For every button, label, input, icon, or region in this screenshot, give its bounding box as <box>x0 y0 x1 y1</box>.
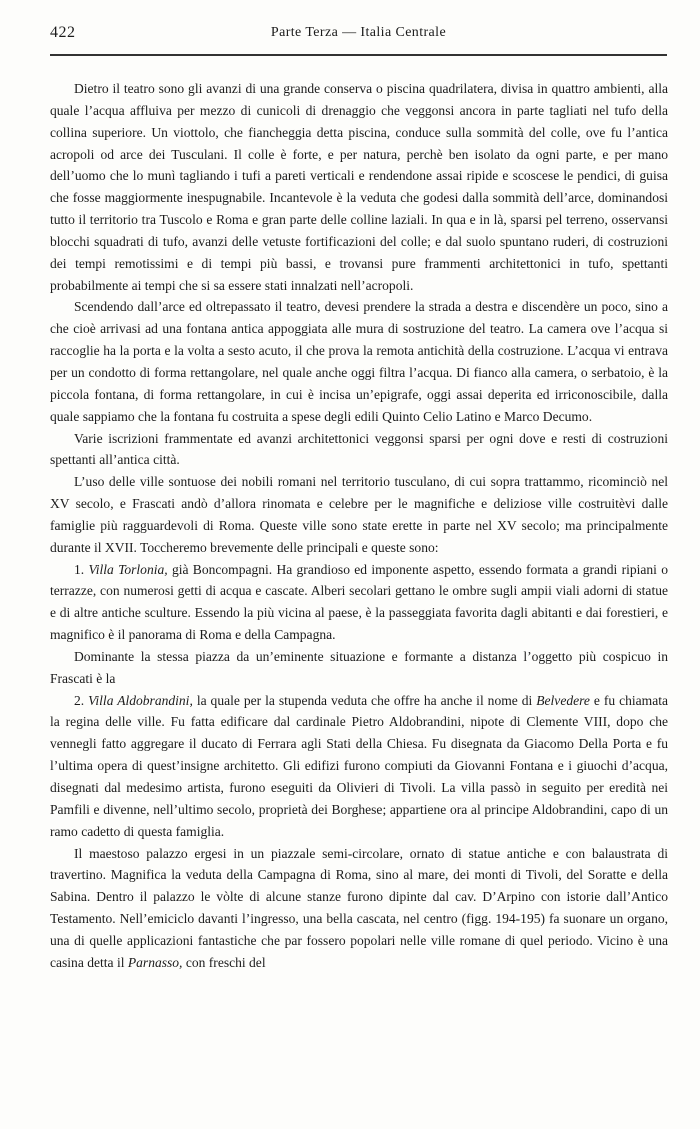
paragraph-text: Varie iscrizioni frammentate ed avanzi architettonici veggonsi sparsi per ogni dove e resti di costruzioni spettanti all’antica città. <box>50 430 668 468</box>
villa-name: Villa Aldobrandini, <box>88 692 193 708</box>
paragraph-piscina <box>50 78 668 296</box>
item-number: 1. <box>74 561 85 577</box>
paragraph-ville <box>50 471 668 558</box>
paragraph-fontana <box>50 296 668 427</box>
villa-name: Villa Torlonia, <box>88 561 168 577</box>
running-head: Parte Terza — Italia Centrale <box>270 25 447 40</box>
paragraph-dominante <box>50 646 668 690</box>
paragraph-palazzo <box>50 843 668 974</box>
item-number: 2. <box>74 692 85 708</box>
paragraph-text: L’uso delle ville sontuose dei nobili romani nel territorio tusculano, di cui sopra trattammo, ricominciò nel XV secolo, e Frascati andò d’allora rinomata e celebre per le magnifiche e deliziose ville costruitèvi dalle famiglie più ragguardevoli di Roma. Queste ville sono state erette in parte nel XV secolo; ma principalmente durante il XVII. Toccheremo brevemente delle principali e queste sono: <box>50 474 668 555</box>
page-header <box>50 24 667 46</box>
paragraph-text: con freschi del <box>185 954 266 970</box>
place-name: Parnasso, <box>127 954 183 970</box>
paragraph-text: Il maestoso palazzo ergesi in un piazzale semi-circolare, ornato di statue antiche e con balaustrata di travertino. Magnifica la veduta della Campagna di Roma, sino al mare, dei monti di Tivoli, del Soratte e della Sabina. Dentro il palazzo le vòlte di alcune stanze furono dipinte dal cav. D’Arpino con istorie dall’Antico Testamento. Nell’emiciclo davanti l’ingresso, una bella cascata, nel centro (figg. 194-195) fa suonare un organo, una di quelle applicazioni fantastiche che par fossero popolari nelle ville romane di quel periodo. Vicino è una casina detta il <box>50 845 668 970</box>
header-rule <box>50 54 667 56</box>
page-number: 422 <box>50 24 76 41</box>
paragraph-villa-torlonia <box>50 559 668 646</box>
paragraph-villa-aldobrandini <box>50 690 668 843</box>
paragraph-text: Dietro il teatro sono gli avanzi di una grande conserva o piscina quadrilatera, divisa in quattro ambienti, alla quale l’acqua affluiva per mezzo di cunicoli di drenaggio che veggonsi ancora in parte tagliati nel tufo della collina superiore. Un viottolo, che fiancheggia detta piscina, conduce sulla sommità del colle, ove fu l’antica acropoli od arce dei Tusculani. Il colle è forte, e per natura, perchè ben isolato da ogni parte, e per mano dell’uomo che lo munì tagliando i tufi a pareti verticali e rendendone assai ripide e scoscese le pendici, di guisa che fosse maggiormente inespugnabile. Incantevole è la veduta che godesi dalla sommità dell’arce, dominandosi tutto il territorio tra Tuscolo e Roma e gran parte delle colline laziali. In qua e in là, sparsi pel terreno, osservansi blocchi squadrati di tufo, avanzi delle vetuste fortificazioni del colle; e dal suolo spuntano ruderi, di costruzioni dei tempi remotissimi e di tempi più bassi, e trovansi pure frammenti architettonici in tufo, spettanti probabilmente ai tempi che si sa essere stati innalzati nell’acropoli. <box>50 81 668 293</box>
paragraph-iscrizioni <box>50 428 668 472</box>
villa-alt-name: Belvedere <box>536 692 590 708</box>
paragraph-text: la quale per la stupenda veduta che offre ha anche il nome di <box>196 692 533 708</box>
paragraph-text: Dominante la stessa piazza da un’eminente situazione e formante a distanza l’oggetto più cospicuo in Frascati è la <box>50 648 668 686</box>
body-text <box>50 78 668 974</box>
paragraph-text: Scendendo dall’arce ed oltrepassato il teatro, devesi prendere la strada a destra e discendère un poco, sino a che cioè arrivasi ad una fontana antica appoggiata alle mura di sostruzione del teatro. La camera ove l’acqua si raccoglie ha la porta e la volta a sesto acuto, il che prova la remota antichità della costruzione. L’acqua vi entrava per un condotto di forma rettangolare, nel quale anche oggi filtra l’acqua. Di fianco alla camera, o serbatoio, è la piccola fontana, di forma rettangolare, in cui è incisa un’epigrafe, oggi assai deperita ed irriconoscibile, dalla quale sappiamo che la fontana fu costruita a spese degli edili Quinto Celio Latino e Marco Decumo. <box>50 299 668 424</box>
paragraph-text: già Boncompagni. Ha grandioso ed imponente aspetto, essendo formata a grandi ripiani o terrazze, con numerosi getti di acqua e cascate. Alberi secolari gettano le ombre sugli ampii viali adorni di statue e di altre antiche sculture. Essendo la più vicina al paese, è la passeggiata favorita dagli abitanti e dai forestieri, e magnifico è il panorama di Roma e della Campagna. <box>50 561 669 643</box>
paragraph-text: e fu chiamata la regina delle ville. Fu fatta edificare dal cardinale Pietro Aldobrandini, nipote di Clemente VIII, dopo che vennegli fatto aggregare il ducato di Ferrara agli Stati della Chiesa. Fu disegnata da Giacomo Della Porta e fu l’ultima opera di quest’insigne architetto. Gli edifizi furono compiuti da Giovanni Fontana e i giuochi d’acqua, disegnati dal medesimo artista, furono eseguiti da Olivieri di Tivoli. La villa passò in seguito per eredità nei Pamfili e divenne, nell’ultimo secolo, proprietà dei Borghese; appartiene ora al principe Aldobrandini, capo di un ramo cadetto di questa famiglia. <box>50 692 668 839</box>
